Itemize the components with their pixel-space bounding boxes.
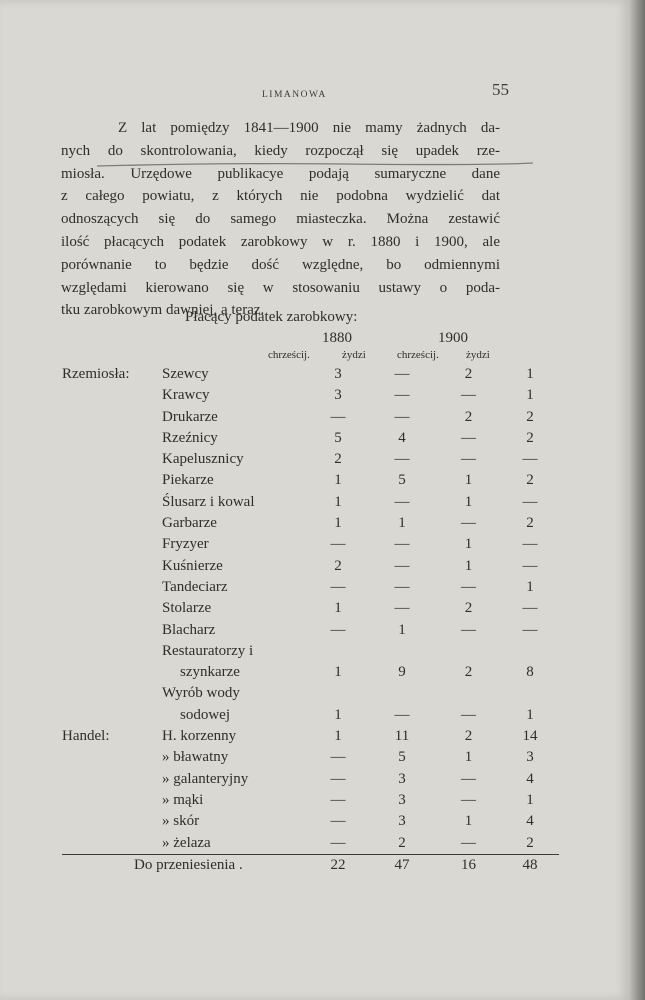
body-paragraph	[61, 117, 500, 322]
table-row	[62, 577, 559, 598]
count-cell: 1	[334, 664, 342, 681]
trade-name: » żelaza	[162, 834, 211, 851]
paragraph-line: porównanie to będzie dość względne, bo odmiennymi	[61, 256, 500, 273]
count-cell: 14	[522, 728, 538, 745]
trade-name: » skór	[162, 813, 200, 830]
taxpayers-table	[62, 364, 559, 876]
count-cell: —	[330, 621, 346, 638]
count-cell: —	[330, 749, 346, 766]
paragraph-line: Z lat pomiędzy 1841—1900 nie mamy żadnych da-	[118, 120, 500, 136]
trade-name: Stolarze	[162, 600, 212, 617]
table-row	[62, 769, 559, 790]
count-cell: 3	[334, 387, 342, 404]
group-label	[62, 769, 162, 790]
trade-name: » galanteryjny	[162, 770, 249, 787]
pencil-underline-mark	[95, 160, 535, 170]
count-cell: 3	[334, 366, 342, 382]
table-row	[62, 364, 559, 385]
count-cell	[368, 641, 436, 662]
count-cell: 1	[464, 813, 473, 830]
trade-name: Kuśnierze	[162, 557, 223, 574]
group-label	[62, 833, 162, 855]
group-label	[62, 534, 162, 555]
table-row	[62, 705, 559, 726]
count-cell: 4	[526, 770, 534, 787]
trade-name: Piekarze	[162, 472, 214, 489]
group-label	[62, 577, 162, 598]
table-row	[62, 556, 559, 577]
trade-name: H. korzenny	[162, 728, 237, 745]
trade-name: Drukarze	[162, 408, 218, 425]
page-number: 55	[492, 80, 509, 99]
count-cell: —	[330, 834, 346, 851]
table-row	[62, 833, 559, 855]
count-cell: 2	[526, 408, 534, 425]
column-header-jews-1880: żydzi	[342, 349, 366, 361]
count-cell: 2	[526, 834, 534, 851]
count-cell	[501, 683, 559, 704]
count-cell: 1	[464, 536, 473, 553]
page-edge	[630, 0, 645, 1000]
table-title: Płacący podatek zarobkowy:	[185, 309, 358, 325]
count-cell: —	[394, 387, 410, 404]
trade-name: sodowej	[180, 706, 230, 723]
trade-name: Fryzyer	[162, 536, 209, 553]
count-cell: 2	[526, 472, 534, 489]
count-cell	[368, 683, 436, 704]
count-cell: 2	[398, 834, 406, 851]
trade-name: » mąki	[162, 791, 204, 808]
group-label: Rzemiosła:	[62, 366, 130, 382]
count-cell: —	[522, 493, 538, 510]
table-row	[62, 385, 559, 406]
trade-name: szynkarze	[180, 664, 240, 681]
count-cell: —	[522, 621, 538, 638]
group-label	[62, 620, 162, 641]
count-cell: 2	[464, 366, 473, 382]
count-cell: —	[394, 706, 410, 723]
count-cell: 2	[464, 728, 473, 745]
trade-name: Ślusarz i kowal	[162, 493, 255, 510]
count-cell: 1	[464, 493, 473, 510]
table-row	[62, 449, 559, 470]
trade-name: Tandeciarz	[162, 578, 228, 595]
total-label: Do przeniesienia .	[62, 854, 308, 876]
count-cell: 2	[464, 664, 473, 681]
total-row	[62, 854, 559, 876]
total-cell: 47	[368, 854, 436, 876]
count-cell: 1	[334, 493, 342, 510]
count-cell: 1	[526, 366, 534, 382]
count-cell: 1	[526, 791, 534, 808]
count-cell: 1	[398, 515, 406, 532]
count-cell: —	[330, 536, 346, 553]
table-row	[62, 407, 559, 428]
group-label	[62, 811, 162, 832]
paragraph-line: z całego powiatu, z których nie podobna wydzielić dat	[61, 188, 500, 205]
count-cell: 2	[334, 451, 342, 468]
column-header-jews-1900: żydzi	[466, 349, 490, 361]
count-cell: 1	[464, 472, 473, 489]
table-row	[62, 470, 559, 491]
count-cell: 1	[464, 557, 473, 574]
count-cell: —	[461, 515, 476, 532]
count-cell: —	[461, 791, 476, 808]
running-title: LIMANOWA	[262, 90, 327, 100]
group-label	[62, 598, 162, 619]
table-row	[62, 641, 559, 662]
count-cell: —	[394, 451, 410, 468]
group-label	[62, 492, 162, 513]
year-header-1900: 1900	[438, 330, 468, 346]
count-cell: 4	[526, 813, 534, 830]
count-cell: 1	[334, 600, 342, 617]
group-label	[62, 641, 162, 662]
count-cell: —	[461, 387, 476, 404]
count-cell	[308, 683, 368, 704]
total-cell: 16	[436, 854, 501, 876]
table-row	[62, 513, 559, 534]
table-row	[62, 747, 559, 768]
table-row	[62, 492, 559, 513]
trade-name: Garbarze	[162, 515, 217, 532]
group-label	[62, 385, 162, 406]
count-cell: —	[522, 600, 538, 617]
count-cell: —	[461, 770, 476, 787]
paragraph-line: odnoszących się do samego miasteczka. Można zestawić	[61, 211, 500, 228]
count-cell: —	[522, 557, 538, 574]
count-cell: 2	[464, 600, 473, 617]
count-cell: 11	[394, 728, 410, 745]
paragraph-line: nych do skontrolowania, kiedy rozpoczął się upadek rze-	[61, 142, 500, 159]
count-cell: —	[461, 429, 476, 446]
count-cell: 2	[526, 515, 534, 532]
paragraph-line: tku zarobkowym dawniej, a teraz.	[61, 302, 265, 319]
table-row	[62, 620, 559, 641]
count-cell: 5	[398, 749, 406, 766]
count-cell: 1	[334, 515, 342, 532]
group-label	[62, 790, 162, 811]
count-cell: —	[330, 770, 346, 787]
count-cell: —	[522, 536, 538, 553]
group-label	[62, 513, 162, 534]
count-cell: 3	[526, 749, 534, 766]
paragraph-line: względami kierowano się w stosowaniu ustawy o poda-	[61, 279, 500, 296]
trade-name: Blacharz	[162, 621, 216, 638]
count-cell: 5	[334, 429, 342, 446]
trade-name: Rzeźnicy	[162, 429, 218, 446]
table-row	[62, 726, 559, 747]
column-header-christians-1880: chrześcij.	[268, 349, 310, 361]
count-cell: 8	[526, 664, 534, 681]
table-row	[62, 790, 559, 811]
count-cell: —	[461, 706, 476, 723]
group-label	[62, 470, 162, 491]
count-cell: 1	[398, 621, 406, 638]
count-cell: 5	[398, 472, 406, 489]
count-cell: —	[394, 536, 410, 553]
table-row	[62, 598, 559, 619]
trade-name: Wyrób wody	[162, 685, 240, 702]
group-label	[62, 683, 162, 704]
table-row	[62, 683, 559, 704]
table-row	[62, 428, 559, 449]
trade-name: Restauratorzy i	[162, 642, 254, 659]
trade-name: » bławatny	[162, 749, 229, 766]
group-label	[62, 556, 162, 577]
group-label: Handel:	[62, 728, 110, 745]
count-cell: —	[330, 578, 346, 595]
trade-name: Kapelusznicy	[162, 451, 244, 468]
count-cell: 1	[334, 728, 342, 745]
count-cell	[436, 641, 501, 662]
count-cell: —	[330, 408, 346, 425]
count-cell	[501, 641, 559, 662]
total-cell: 48	[501, 854, 559, 876]
count-cell: —	[461, 621, 476, 638]
count-cell: —	[394, 408, 410, 425]
count-cell: —	[330, 791, 346, 808]
count-cell: —	[394, 600, 410, 617]
count-cell: 2	[526, 429, 534, 446]
total-cell: 22	[308, 854, 368, 876]
trade-name: Krawcy	[162, 387, 210, 404]
count-cell: 3	[398, 791, 406, 808]
count-cell	[308, 641, 368, 662]
count-cell: 1	[334, 472, 342, 489]
count-cell: —	[394, 366, 410, 382]
count-cell: —	[461, 578, 476, 595]
count-cell: 1	[464, 749, 473, 766]
count-cell: 2	[334, 557, 342, 574]
count-cell: 4	[398, 429, 406, 446]
count-cell: 3	[398, 770, 406, 787]
year-header-1880: 1880	[322, 330, 352, 346]
table-row	[62, 811, 559, 832]
count-cell: 1	[334, 706, 342, 723]
count-cell: 3	[398, 813, 406, 830]
count-cell: —	[522, 451, 538, 468]
group-label	[62, 449, 162, 470]
table-row	[62, 662, 559, 683]
count-cell	[436, 683, 501, 704]
count-cell: —	[394, 578, 410, 595]
group-label	[62, 662, 162, 683]
paragraph-line: miosła. Urzędowe publikacye podają sumaryczne dane	[61, 165, 500, 182]
count-cell: 1	[526, 706, 534, 723]
count-cell: —	[394, 557, 410, 574]
count-cell: 2	[464, 408, 473, 425]
count-cell: —	[461, 834, 476, 851]
count-cell: —	[330, 813, 346, 830]
group-label	[62, 428, 162, 449]
count-cell: 9	[398, 664, 406, 681]
trade-name: Szewcy	[162, 366, 209, 382]
table-row	[62, 534, 559, 555]
count-cell: 1	[526, 387, 534, 404]
paragraph-line: ilość płacących podatek zarobkowy w r. 1880 i 1900, ale	[61, 233, 500, 250]
count-cell: —	[461, 451, 476, 468]
count-cell: —	[394, 493, 410, 510]
count-cell: 1	[526, 578, 534, 595]
column-header-christians-1900: chrześcij.	[397, 349, 439, 361]
group-label	[62, 407, 162, 428]
group-label	[62, 747, 162, 768]
group-label	[62, 705, 162, 726]
